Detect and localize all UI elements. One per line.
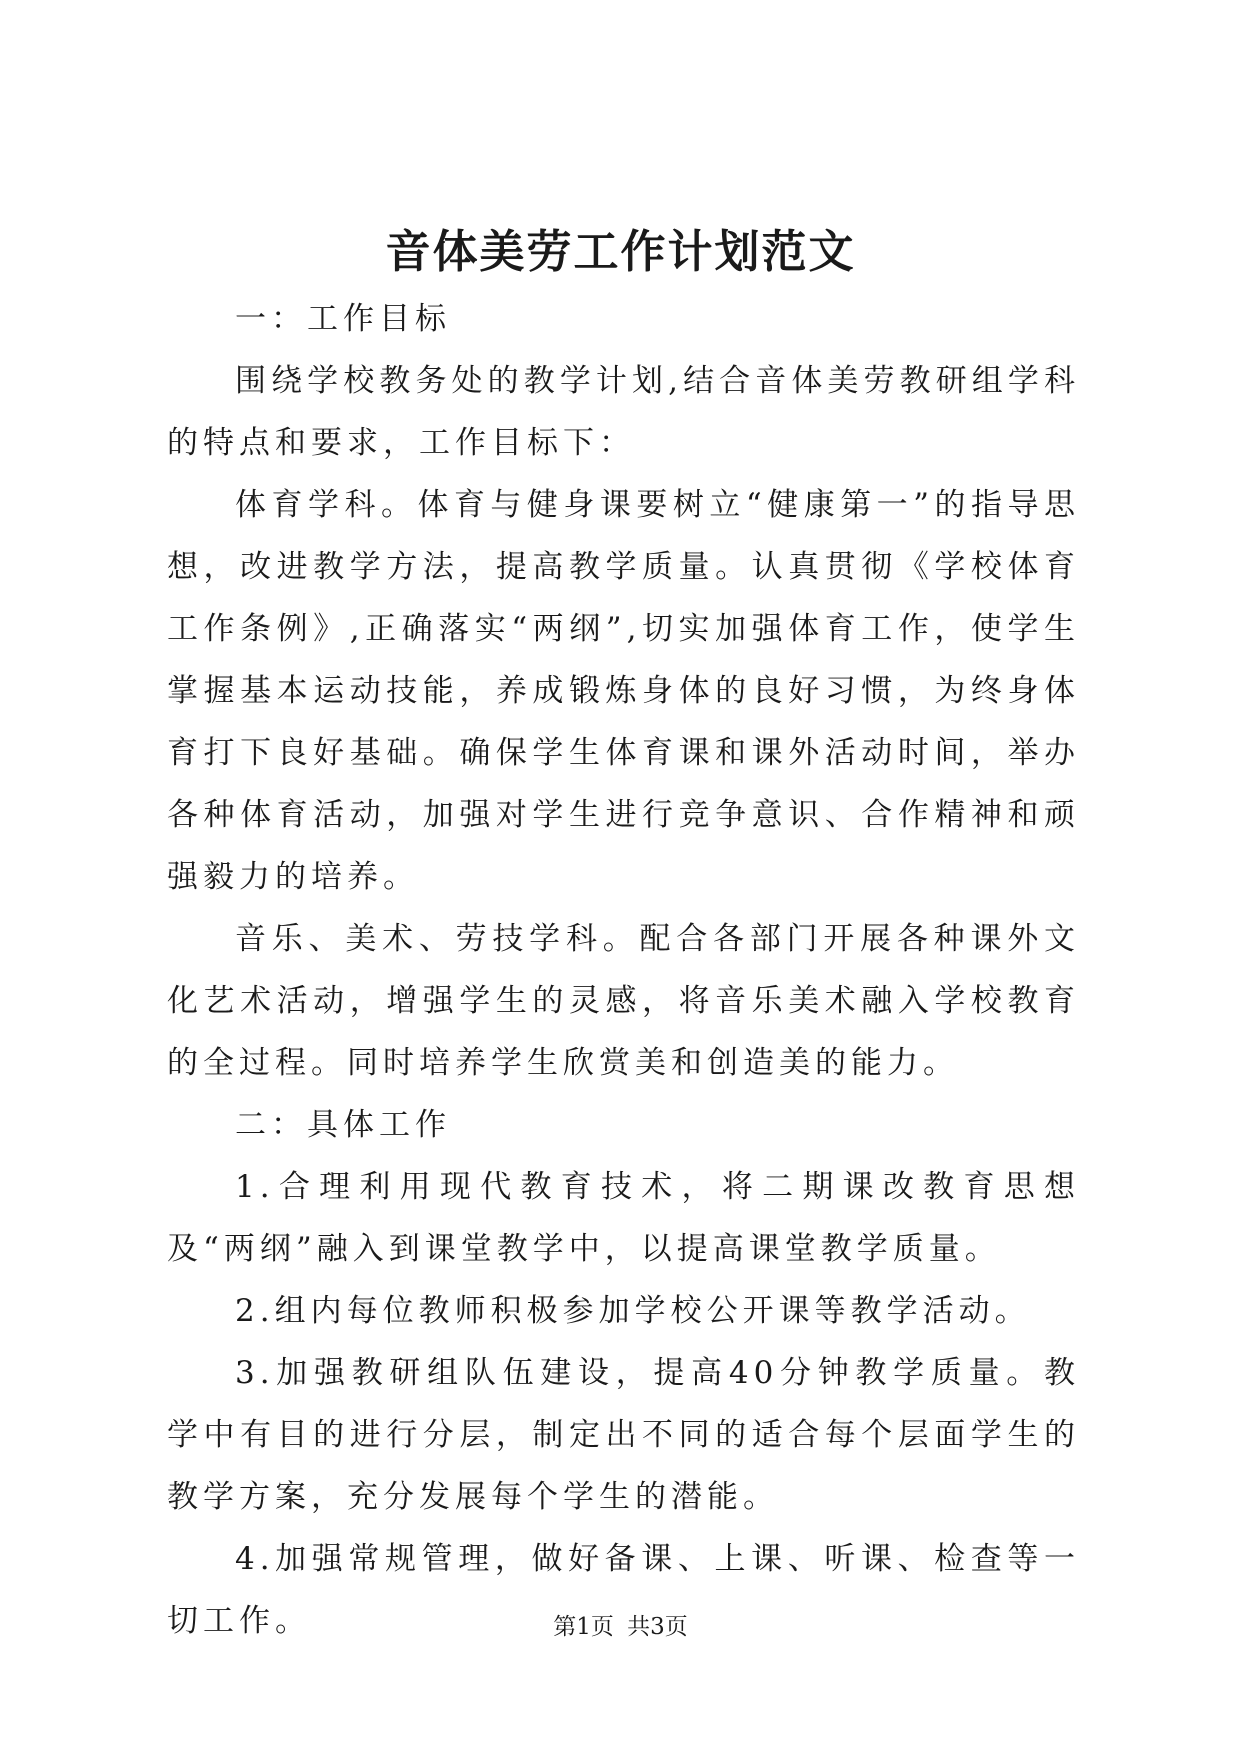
paragraph-arts: 音乐、美术、劳技学科。配合各部门开展各种课外文化艺术活动，增强学生的灵感，将音乐美术融入学校教育的全过程。同时培养学生欣赏美和创造美的能力。 <box>167 921 1080 1081</box>
list-item-1: 1.合理利用现代教育技术，将二期课改教育思想及“两纲”融入到课堂教学中，以提高课堂教学质量。 <box>167 1169 1080 1267</box>
section-heading-work: 二：具体工作 <box>235 1107 451 1143</box>
list-item-3: 3.加强教研组队伍建设，提高40分钟教学质量。教学中有目的进行分层，制定出不同的适合每个层面学生的教学方案，充分发展每个学生的潜能。 <box>167 1355 1080 1515</box>
document-title: 音体美劳工作计划范文 <box>385 225 856 278</box>
list-item-2: 2.组内每位教师积极参加学校公开课等教学活动。 <box>235 1293 1031 1329</box>
document-body <box>167 288 1080 1652</box>
list-item-4: 4.加强常规管理，做好备课、上课、听课、检查等一切工作。 <box>167 1541 1080 1639</box>
section-heading-goals: 一：工作目标 <box>235 301 451 337</box>
page-number-footer: 第1页 共3页 <box>553 1614 688 1640</box>
paragraph-pe: 体育学科。体育与健身课要树立“健康第一”的指导思想，改进教学方法，提高教学质量。认真贯彻《学校体育工作条例》,正确落实“两纲”,切实加强体育工作，使学生掌握基本运动技能，养成锻炼身体的良好习惯，为终身体育打下良好基础。确保学生体育课和课外活动时间，举办各种体育活动，加强对学生进行竞争意识、合作精神和顽强毅力的培养。 <box>167 487 1080 895</box>
paragraph-intro: 围绕学校教务处的教学计划,结合音体美劳教研组学科的特点和要求，工作目标下： <box>167 363 1080 461</box>
